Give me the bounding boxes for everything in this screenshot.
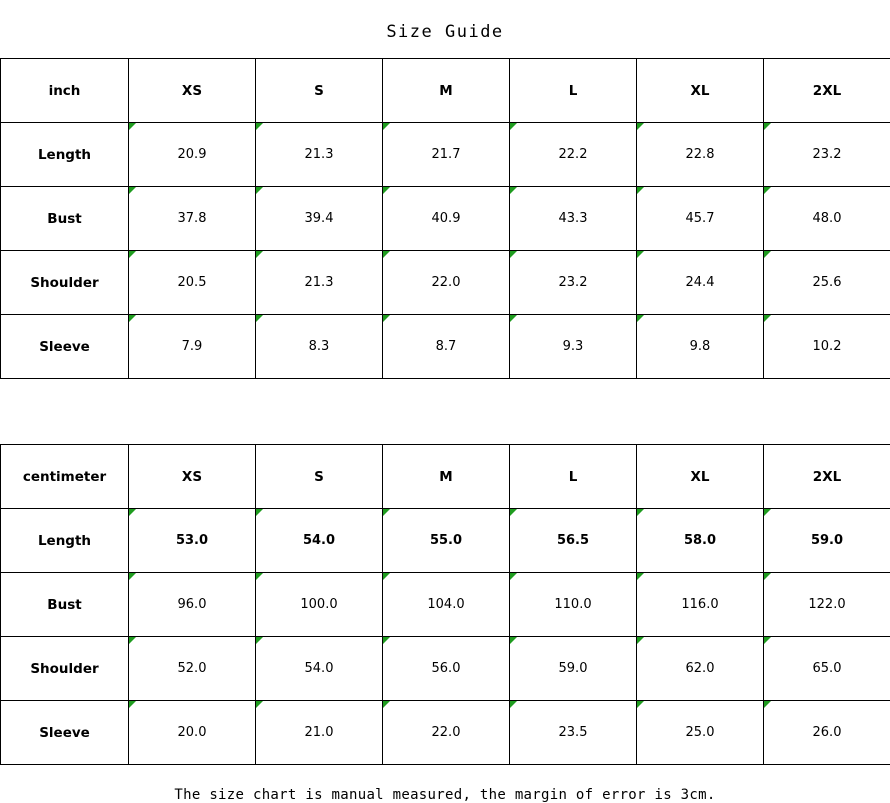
table-row [1,123,890,187]
table-header-row [1,59,890,123]
cell-sleeve-xl: 25.0 [637,701,764,765]
cell-length-xl: 22.8 [637,123,764,187]
row-label-length: Length [1,123,129,187]
cell-bust-m: 104.0 [383,573,510,637]
row-label-bust: Bust [1,573,129,637]
column-header-s: S [256,59,383,123]
cell-bust-m: 40.9 [383,187,510,251]
cell-bust-xl: 116.0 [637,573,764,637]
column-header-xl: XL [637,445,764,509]
cell-bust-l: 43.3 [510,187,637,251]
cell-sleeve-s: 21.0 [256,701,383,765]
cell-shoulder-s: 54.0 [256,637,383,701]
cell-length-l: 56.5 [510,509,637,573]
table-row [1,701,890,765]
cell-bust-2xl: 122.0 [764,573,890,637]
cell-sleeve-2xl: 26.0 [764,701,890,765]
size-table-centimeter [0,444,890,765]
column-header-xs: XS [129,59,256,123]
cell-shoulder-m: 22.0 [383,251,510,315]
column-header-s: S [256,445,383,509]
column-header-l: L [510,445,637,509]
cell-length-xs: 53.0 [129,509,256,573]
row-label-length: Length [1,509,129,573]
column-header-2xl: 2XL [764,445,890,509]
unit-label-inch: inch [1,59,129,123]
cell-length-m: 55.0 [383,509,510,573]
cell-sleeve-xs: 7.9 [129,315,256,379]
row-label-shoulder: Shoulder [1,251,129,315]
column-header-xl: XL [637,59,764,123]
table-row [1,637,890,701]
cell-shoulder-xs: 52.0 [129,637,256,701]
cell-shoulder-2xl: 65.0 [764,637,890,701]
page-title: Size Guide [0,0,890,58]
cell-bust-xs: 96.0 [129,573,256,637]
unit-label-centimeter: centimeter [1,445,129,509]
table-row [1,251,890,315]
cell-length-s: 21.3 [256,123,383,187]
cell-sleeve-s: 8.3 [256,315,383,379]
row-label-shoulder: Shoulder [1,637,129,701]
column-header-xs: XS [129,445,256,509]
measurement-disclaimer: The size chart is manual measured, the margin of error is 3cm. [0,765,890,803]
row-label-sleeve: Sleeve [1,701,129,765]
cell-bust-s: 39.4 [256,187,383,251]
cell-sleeve-m: 22.0 [383,701,510,765]
table-row [1,315,890,379]
cell-bust-xl: 45.7 [637,187,764,251]
table-row [1,573,890,637]
cell-sleeve-xl: 9.8 [637,315,764,379]
cell-shoulder-m: 56.0 [383,637,510,701]
table-separator [0,379,890,444]
cell-bust-s: 100.0 [256,573,383,637]
table-row [1,509,890,573]
column-header-2xl: 2XL [764,59,890,123]
cell-shoulder-xl: 62.0 [637,637,764,701]
cell-length-2xl: 23.2 [764,123,890,187]
cell-shoulder-2xl: 25.6 [764,251,890,315]
cell-length-xl: 58.0 [637,509,764,573]
cell-shoulder-xl: 24.4 [637,251,764,315]
table-row [1,187,890,251]
cell-sleeve-m: 8.7 [383,315,510,379]
column-header-l: L [510,59,637,123]
cell-bust-xs: 37.8 [129,187,256,251]
cell-length-xs: 20.9 [129,123,256,187]
table-header-row [1,445,890,509]
size-table-inch [0,58,890,379]
cell-sleeve-l: 9.3 [510,315,637,379]
cell-shoulder-s: 21.3 [256,251,383,315]
cell-shoulder-l: 59.0 [510,637,637,701]
cell-length-2xl: 59.0 [764,509,890,573]
column-header-m: M [383,445,510,509]
cell-length-s: 54.0 [256,509,383,573]
cell-bust-2xl: 48.0 [764,187,890,251]
column-header-m: M [383,59,510,123]
row-label-sleeve: Sleeve [1,315,129,379]
cell-bust-l: 110.0 [510,573,637,637]
cell-sleeve-xs: 20.0 [129,701,256,765]
cell-shoulder-l: 23.2 [510,251,637,315]
row-label-bust: Bust [1,187,129,251]
cell-length-m: 21.7 [383,123,510,187]
cell-sleeve-2xl: 10.2 [764,315,890,379]
cell-length-l: 22.2 [510,123,637,187]
cell-sleeve-l: 23.5 [510,701,637,765]
cell-shoulder-xs: 20.5 [129,251,256,315]
